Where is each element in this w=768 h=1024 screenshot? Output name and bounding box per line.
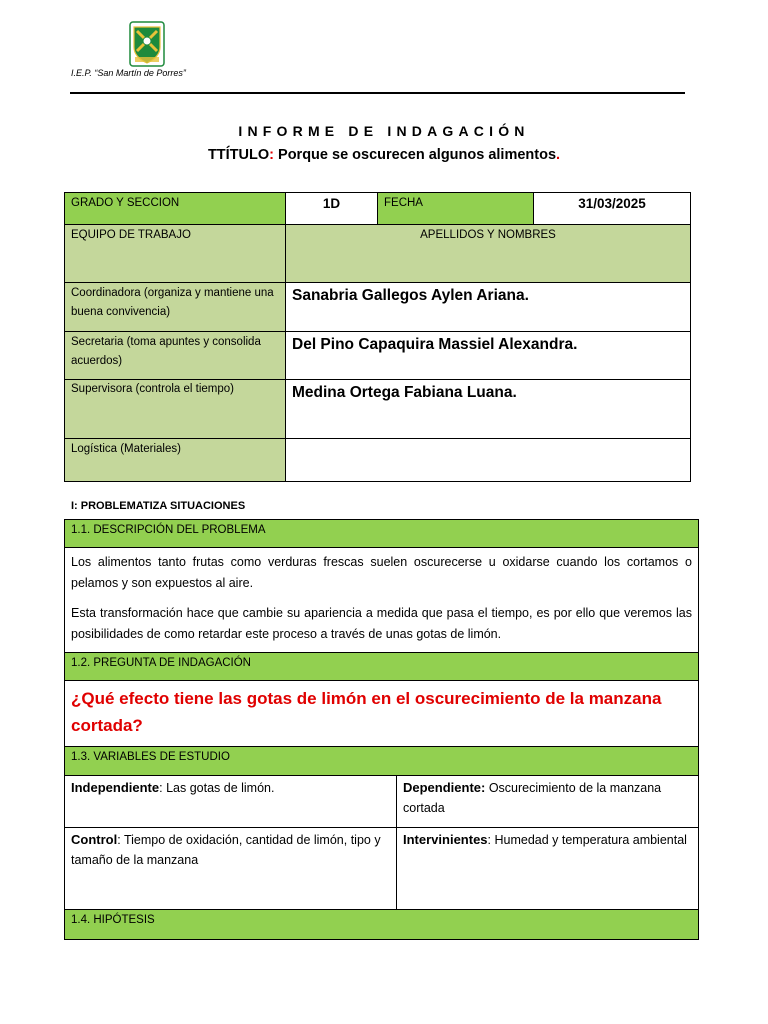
- school-logo: [129, 21, 165, 67]
- date-label: FECHA: [378, 193, 534, 225]
- dependent-text: Oscurecimiento de la manzana cortada: [403, 781, 662, 815]
- independent-variable: [65, 776, 397, 828]
- intervening-variable: [397, 828, 699, 910]
- role-logistica: Logística (Materiales): [65, 439, 286, 482]
- problem-table: [64, 519, 699, 940]
- subtitle-colon: :: [269, 147, 274, 163]
- control-label: Control: [71, 832, 118, 847]
- hypothesis-label: 1.4. HIPÓTESIS: [65, 910, 699, 940]
- team-label: EQUIPO DE TRABAJO: [65, 225, 286, 283]
- subtitle-dot: .: [556, 147, 561, 163]
- header-divider: [70, 92, 685, 94]
- name-secretaria: Del Pino Capaquira Massiel Alexandra.: [286, 332, 691, 380]
- independent-text: : Las gotas de limón.: [159, 781, 275, 795]
- role-coordinadora: Coordinadora (organiza y mantiene una buena convivencia): [65, 283, 286, 332]
- description-paragraph-2: Esta transformación hace que cambie su apariencia a medida que pasa el tiempo, es por ello que veremos las posibilidades de como retardar este proceso a través de unas gotas de limón.: [71, 606, 692, 641]
- name-logistica: [286, 439, 691, 482]
- name-supervisora: Medina Ortega Fabiana Luana.: [286, 380, 691, 439]
- grade-label: GRADO Y SECCION: [65, 193, 286, 225]
- subtitle-label: TTÍTULO: [207, 147, 270, 163]
- role-secretaria: Secretaria (toma apuntes y consolida acuerdos): [65, 332, 286, 380]
- school-name: I.E.P. “San Martín de Porres”: [71, 68, 186, 78]
- question-label: 1.2. PREGUNTA DE INDAGACIÓN: [65, 653, 699, 681]
- document-subtitle: [0, 147, 768, 163]
- subtitle-text: Porque se oscurecen algunos alimentos: [274, 147, 557, 163]
- description-cell: [65, 548, 699, 653]
- description-label: 1.1. DESCRIPCIÓN DEL PROBLEMA: [65, 520, 699, 548]
- research-question: ¿Qué efecto tiene las gotas de limón en el oscurecimiento de la manzana cortada?: [65, 681, 699, 747]
- dependent-variable: [397, 776, 699, 828]
- control-text: : Tiempo de oxidación, cantidad de limón, tipo y tamaño de la manzana: [71, 833, 381, 867]
- dependent-label: Dependiente:: [403, 780, 486, 795]
- team-info-table: [64, 192, 691, 482]
- section-heading: I: PROBLEMATIZA SITUACIONES: [71, 500, 246, 512]
- document-title: INFORME DE INDAGACIÓN: [238, 123, 530, 139]
- independent-label: Independiente: [71, 780, 160, 795]
- date-value: 31/03/2025: [534, 193, 691, 225]
- intervening-text: : Humedad y temperatura ambiental: [487, 833, 687, 847]
- names-header: APELLIDOS Y NOMBRES: [286, 225, 691, 283]
- variables-label: 1.3. VARIABLES DE ESTUDIO: [65, 747, 699, 776]
- description-paragraph-1: Los alimentos tanto frutas como verduras frescas suelen oscurecerse u oxidarse cuando los cortamos o pelamos y son expuestos al aire.: [71, 555, 692, 590]
- name-coordinadora: Sanabria Gallegos Aylen Ariana.: [286, 283, 691, 332]
- intervening-label: Intervinientes: [403, 832, 488, 847]
- control-variable: [65, 828, 397, 910]
- grade-value: 1D: [286, 193, 378, 225]
- role-supervisora: Supervisora (controla el tiempo): [65, 380, 286, 439]
